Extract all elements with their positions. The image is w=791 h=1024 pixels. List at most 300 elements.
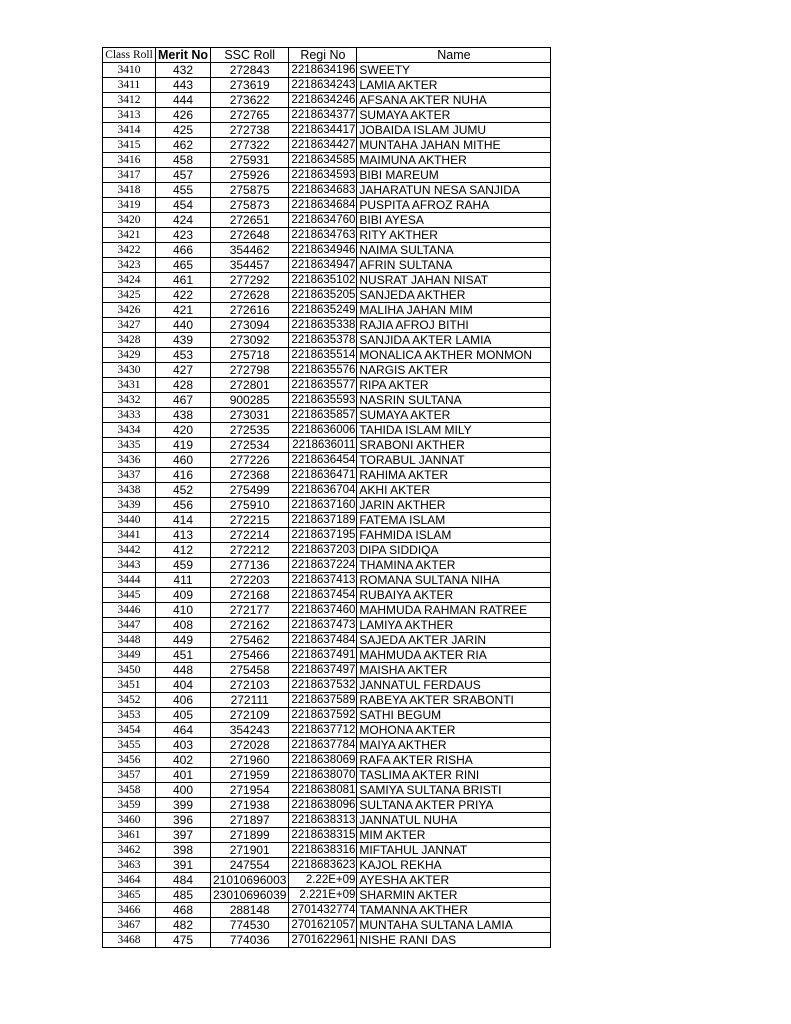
class-roll-cell: 3425 <box>103 288 156 303</box>
class-roll-cell: 3450 <box>103 663 156 678</box>
ssc-roll-cell: 23010696039 <box>211 888 289 903</box>
name-cell: MAISHA AKTER <box>357 663 551 678</box>
class-roll-cell: 3455 <box>103 738 156 753</box>
class-roll-cell: 3415 <box>103 138 156 153</box>
regi-no-cell: 2218634593 <box>289 168 357 183</box>
table-row <box>103 573 551 588</box>
table-row <box>103 513 551 528</box>
name-cell: JOBAIDA ISLAM JUMU <box>357 123 551 138</box>
class-roll-cell: 3432 <box>103 393 156 408</box>
regi-no-cell: 2218638315 <box>289 828 357 843</box>
regi-no-cell: 2218636454 <box>289 453 357 468</box>
ssc-roll-cell: 273619 <box>211 78 289 93</box>
merit-no-cell: 451 <box>156 648 211 663</box>
regi-no-cell: 2218634760 <box>289 213 357 228</box>
table-row <box>103 363 551 378</box>
class-roll-cell: 3461 <box>103 828 156 843</box>
ssc-roll-cell: 272214 <box>211 528 289 543</box>
table-row <box>103 903 551 918</box>
table-row <box>103 873 551 888</box>
table-row <box>103 753 551 768</box>
class-roll-cell: 3456 <box>103 753 156 768</box>
class-roll-cell: 3447 <box>103 618 156 633</box>
table-row <box>103 333 551 348</box>
ssc-roll-cell: 272648 <box>211 228 289 243</box>
table-row <box>103 708 551 723</box>
regi-no-cell: 2218634683 <box>289 183 357 198</box>
class-roll-cell: 3463 <box>103 858 156 873</box>
class-roll-cell: 3458 <box>103 783 156 798</box>
merit-no-cell: 444 <box>156 93 211 108</box>
ssc-roll-cell: 272616 <box>211 303 289 318</box>
regi-no-cell: 2218638316 <box>289 843 357 858</box>
regi-no-cell: 2218635576 <box>289 363 357 378</box>
table-row <box>103 783 551 798</box>
class-roll-cell: 3410 <box>103 63 156 78</box>
table-row <box>103 723 551 738</box>
class-roll-cell: 3468 <box>103 933 156 948</box>
class-roll-cell: 3449 <box>103 648 156 663</box>
table-row <box>103 498 551 513</box>
merit-no-cell: 420 <box>156 423 211 438</box>
merit-no-cell: 413 <box>156 528 211 543</box>
table-row <box>103 108 551 123</box>
ssc-roll-cell: 273094 <box>211 318 289 333</box>
class-roll-cell: 3426 <box>103 303 156 318</box>
class-roll-cell: 3439 <box>103 498 156 513</box>
class-roll-cell: 3451 <box>103 678 156 693</box>
name-cell: JARIN AKTHER <box>357 498 551 513</box>
table-row <box>103 843 551 858</box>
ssc-roll-cell: 277292 <box>211 273 289 288</box>
name-cell: LAMIA AKTER <box>357 78 551 93</box>
regi-no-cell: 2218635205 <box>289 288 357 303</box>
regi-no-cell: 2218637189 <box>289 513 357 528</box>
class-roll-cell: 3446 <box>103 603 156 618</box>
merit-no-cell: 449 <box>156 633 211 648</box>
table-row <box>103 588 551 603</box>
regi-no-header: Regi No <box>289 48 357 63</box>
regi-no-cell: 2218637454 <box>289 588 357 603</box>
merit-no-cell: 397 <box>156 828 211 843</box>
merit-no-cell: 438 <box>156 408 211 423</box>
class-roll-cell: 3422 <box>103 243 156 258</box>
table-row <box>103 378 551 393</box>
class-roll-cell: 3435 <box>103 438 156 453</box>
name-cell: MALIHA JAHAN MIM <box>357 303 551 318</box>
table-row <box>103 198 551 213</box>
ssc-roll-cell: 277226 <box>211 453 289 468</box>
name-cell: SULTANA AKTER PRIYA <box>357 798 551 813</box>
name-cell: MOHONA AKTER <box>357 723 551 738</box>
ssc-roll-cell: 273092 <box>211 333 289 348</box>
ssc-roll-cell: 272028 <box>211 738 289 753</box>
class-roll-header: Class Roll <box>103 48 156 63</box>
name-cell: TAHIDA ISLAM MILY <box>357 423 551 438</box>
table-row <box>103 288 551 303</box>
merit-no-header: Merit No <box>156 48 211 63</box>
name-cell: AFRIN SULTANA <box>357 258 551 273</box>
class-roll-cell: 3423 <box>103 258 156 273</box>
name-cell: MIM AKTER <box>357 828 551 843</box>
regi-no-cell: 2218637589 <box>289 693 357 708</box>
class-roll-cell: 3416 <box>103 153 156 168</box>
regi-no-cell: 2701621057 <box>289 918 357 933</box>
name-cell: RABEYA AKTER SRABONTI <box>357 693 551 708</box>
ssc-roll-cell: 275499 <box>211 483 289 498</box>
name-cell: NUSRAT JAHAN NISAT <box>357 273 551 288</box>
regi-no-cell: 2218637532 <box>289 678 357 693</box>
table-row <box>103 468 551 483</box>
merit-no-cell: 468 <box>156 903 211 918</box>
class-roll-cell: 3437 <box>103 468 156 483</box>
name-cell: MAIYA AKTHER <box>357 738 551 753</box>
merit-no-cell: 443 <box>156 78 211 93</box>
merit-no-cell: 454 <box>156 198 211 213</box>
ssc-roll-cell: 272168 <box>211 588 289 603</box>
merit-no-cell: 422 <box>156 288 211 303</box>
table-row <box>103 348 551 363</box>
ssc-roll-cell: 272738 <box>211 123 289 138</box>
class-roll-cell: 3419 <box>103 198 156 213</box>
merit-no-cell: 427 <box>156 363 211 378</box>
ssc-roll-cell: 271954 <box>211 783 289 798</box>
name-cell: SHARMIN AKTER <box>357 888 551 903</box>
ssc-roll-cell: 271899 <box>211 828 289 843</box>
name-cell: RAJIA AFROJ BITHI <box>357 318 551 333</box>
name-cell: TORABUL JANNAT <box>357 453 551 468</box>
name-cell: ROMANA SULTANA NIHA <box>357 573 551 588</box>
class-roll-cell: 3421 <box>103 228 156 243</box>
merit-no-cell: 458 <box>156 153 211 168</box>
merit-no-cell: 419 <box>156 438 211 453</box>
name-cell: LAMIYA AKTHER <box>357 618 551 633</box>
merit-no-cell: 404 <box>156 678 211 693</box>
name-cell: BIBI AYESA <box>357 213 551 228</box>
name-cell: AKHI AKTER <box>357 483 551 498</box>
table-row <box>103 648 551 663</box>
class-roll-cell: 3459 <box>103 798 156 813</box>
class-roll-cell: 3427 <box>103 318 156 333</box>
ssc-roll-cell: 272111 <box>211 693 289 708</box>
table-row <box>103 483 551 498</box>
ssc-roll-cell: 275466 <box>211 648 289 663</box>
regi-no-cell: 2218635593 <box>289 393 357 408</box>
class-roll-cell: 3462 <box>103 843 156 858</box>
merit-no-cell: 416 <box>156 468 211 483</box>
class-roll-cell: 3453 <box>103 708 156 723</box>
merit-no-cell: 406 <box>156 693 211 708</box>
merit-no-cell: 455 <box>156 183 211 198</box>
name-cell: NASRIN SULTANA <box>357 393 551 408</box>
table-row <box>103 243 551 258</box>
class-roll-cell: 3445 <box>103 588 156 603</box>
regi-no-cell: 2218637484 <box>289 633 357 648</box>
class-roll-cell: 3428 <box>103 333 156 348</box>
table-row <box>103 93 551 108</box>
merit-no-cell: 439 <box>156 333 211 348</box>
class-roll-cell: 3431 <box>103 378 156 393</box>
name-cell: JANNATUL FERDAUS <box>357 678 551 693</box>
student-list-table <box>102 47 551 948</box>
class-roll-cell: 3464 <box>103 873 156 888</box>
class-roll-cell: 3465 <box>103 888 156 903</box>
regi-no-cell: 2218636704 <box>289 483 357 498</box>
regi-no-cell: 2218637460 <box>289 603 357 618</box>
table-row <box>103 618 551 633</box>
regi-no-cell: 2218634246 <box>289 93 357 108</box>
table-row <box>103 828 551 843</box>
regi-no-cell: 2218634946 <box>289 243 357 258</box>
regi-no-cell: 2218637203 <box>289 543 357 558</box>
class-roll-cell: 3433 <box>103 408 156 423</box>
name-cell: SWEETY <box>357 63 551 78</box>
merit-no-cell: 405 <box>156 708 211 723</box>
regi-no-cell: 2218637413 <box>289 573 357 588</box>
table-row <box>103 678 551 693</box>
regi-no-cell: 2218634684 <box>289 198 357 213</box>
merit-no-cell: 400 <box>156 783 211 798</box>
regi-no-cell: 2218637195 <box>289 528 357 543</box>
merit-no-cell: 412 <box>156 543 211 558</box>
regi-no-cell: 2218634763 <box>289 228 357 243</box>
table-row <box>103 138 551 153</box>
ssc-roll-cell: 272535 <box>211 423 289 438</box>
class-roll-cell: 3413 <box>103 108 156 123</box>
name-cell: SANJEDA AKTHER <box>357 288 551 303</box>
table-row <box>103 813 551 828</box>
name-cell: AYESHA AKTER <box>357 873 551 888</box>
merit-no-cell: 398 <box>156 843 211 858</box>
regi-no-cell: 2218634427 <box>289 138 357 153</box>
ssc-roll-cell: 272843 <box>211 63 289 78</box>
ssc-roll-cell: 273622 <box>211 93 289 108</box>
table-row <box>103 693 551 708</box>
merit-no-cell: 466 <box>156 243 211 258</box>
regi-no-cell: 2218683623 <box>289 858 357 873</box>
merit-no-cell: 423 <box>156 228 211 243</box>
ssc-roll-cell: 275462 <box>211 633 289 648</box>
ssc-roll-cell: 272103 <box>211 678 289 693</box>
regi-no-cell: 2218635857 <box>289 408 357 423</box>
table-row <box>103 153 551 168</box>
ssc-roll-cell: 275718 <box>211 348 289 363</box>
regi-no-cell: 2218635102 <box>289 273 357 288</box>
regi-no-cell: 2218635378 <box>289 333 357 348</box>
merit-no-cell: 452 <box>156 483 211 498</box>
ssc-roll-cell: 275875 <box>211 183 289 198</box>
merit-no-cell: 462 <box>156 138 211 153</box>
regi-no-cell: 2218637491 <box>289 648 357 663</box>
ssc-roll-cell: 271901 <box>211 843 289 858</box>
merit-no-cell: 411 <box>156 573 211 588</box>
table-row <box>103 318 551 333</box>
class-roll-cell: 3438 <box>103 483 156 498</box>
name-cell: SRABONI AKTHER <box>357 438 551 453</box>
name-cell: MUNTAHA SULTANA LAMIA <box>357 918 551 933</box>
ssc-roll-cell: 354457 <box>211 258 289 273</box>
name-cell: MIFTAHUL JANNAT <box>357 843 551 858</box>
ssc-roll-cell: 272798 <box>211 363 289 378</box>
ssc-roll-cell: 774036 <box>211 933 289 948</box>
regi-no-cell: 2218637712 <box>289 723 357 738</box>
ssc-roll-cell: 275873 <box>211 198 289 213</box>
class-roll-cell: 3434 <box>103 423 156 438</box>
ssc-roll-cell: 900285 <box>211 393 289 408</box>
ssc-roll-cell: 271959 <box>211 768 289 783</box>
name-cell: MAHMUDA RAHMAN RATREE <box>357 603 551 618</box>
ssc-roll-cell: 272212 <box>211 543 289 558</box>
class-roll-cell: 3424 <box>103 273 156 288</box>
regi-no-cell: 2218637473 <box>289 618 357 633</box>
name-cell: PUSPITA AFROZ RAHA <box>357 198 551 213</box>
ssc-roll-cell: 277136 <box>211 558 289 573</box>
name-cell: RIPA AKTER <box>357 378 551 393</box>
merit-no-cell: 461 <box>156 273 211 288</box>
table-row <box>103 273 551 288</box>
class-roll-cell: 3444 <box>103 573 156 588</box>
merit-no-cell: 467 <box>156 393 211 408</box>
regi-no-cell: 2218638313 <box>289 813 357 828</box>
class-roll-cell: 3436 <box>103 453 156 468</box>
ssc-roll-cell: 271960 <box>211 753 289 768</box>
ssc-roll-cell: 275910 <box>211 498 289 513</box>
name-cell: SATHI BEGUM <box>357 708 551 723</box>
merit-no-cell: 402 <box>156 753 211 768</box>
ssc-roll-cell: 774530 <box>211 918 289 933</box>
name-cell: NISHE RANI DAS <box>357 933 551 948</box>
merit-no-cell: 484 <box>156 873 211 888</box>
class-roll-cell: 3452 <box>103 693 156 708</box>
class-roll-cell: 3414 <box>103 123 156 138</box>
name-cell: DIPA SIDDIQA <box>357 543 551 558</box>
regi-no-cell: 2218634417 <box>289 123 357 138</box>
name-cell: NAIMA SULTANA <box>357 243 551 258</box>
merit-no-cell: 426 <box>156 108 211 123</box>
table-row <box>103 123 551 138</box>
name-cell: RAHIMA AKTER <box>357 468 551 483</box>
table-row <box>103 393 551 408</box>
class-roll-cell: 3448 <box>103 633 156 648</box>
regi-no-cell: 2218635577 <box>289 378 357 393</box>
merit-no-cell: 401 <box>156 768 211 783</box>
ssc-roll-cell: 277322 <box>211 138 289 153</box>
merit-no-cell: 408 <box>156 618 211 633</box>
name-cell: SUMAYA AKTER <box>357 408 551 423</box>
table-row <box>103 528 551 543</box>
merit-no-cell: 414 <box>156 513 211 528</box>
name-cell: TASLIMA AKTER RINI <box>357 768 551 783</box>
table-row <box>103 918 551 933</box>
name-cell: MAHMUDA AKTER RIA <box>357 648 551 663</box>
regi-no-cell: 2218638070 <box>289 768 357 783</box>
table-row <box>103 453 551 468</box>
table-row <box>103 423 551 438</box>
class-roll-cell: 3457 <box>103 768 156 783</box>
name-cell: MONALICA AKTHER MONMON <box>357 348 551 363</box>
table-row <box>103 438 551 453</box>
regi-no-cell: 2218638069 <box>289 753 357 768</box>
name-cell: FAHMIDA ISLAM <box>357 528 551 543</box>
ssc-roll-cell: 275926 <box>211 168 289 183</box>
class-roll-cell: 3441 <box>103 528 156 543</box>
table-row <box>103 858 551 873</box>
name-cell: MUNTAHA JAHAN MITHE <box>357 138 551 153</box>
ssc-roll-cell: 272628 <box>211 288 289 303</box>
merit-no-cell: 432 <box>156 63 211 78</box>
merit-no-cell: 485 <box>156 888 211 903</box>
table-row <box>103 798 551 813</box>
regi-no-cell: 2.221E+09 <box>289 888 357 903</box>
table-row <box>103 933 551 948</box>
regi-no-cell: 2218635338 <box>289 318 357 333</box>
name-cell: NARGIS AKTER <box>357 363 551 378</box>
regi-no-cell: 2218634196 <box>289 63 357 78</box>
merit-no-cell: 396 <box>156 813 211 828</box>
name-cell: TAMANNA AKTHER <box>357 903 551 918</box>
name-cell: SUMAYA AKTER <box>357 108 551 123</box>
name-cell: SANJIDA AKTER LAMIA <box>357 333 551 348</box>
merit-no-cell: 482 <box>156 918 211 933</box>
name-cell: RAFA AKTER RISHA <box>357 753 551 768</box>
ssc-roll-cell: 272177 <box>211 603 289 618</box>
ssc-roll-cell: 272534 <box>211 438 289 453</box>
name-cell: JAHARATUN NESA SANJIDA <box>357 183 551 198</box>
merit-no-cell: 465 <box>156 258 211 273</box>
class-roll-cell: 3443 <box>103 558 156 573</box>
table-row <box>103 303 551 318</box>
regi-no-cell: 2.22E+09 <box>289 873 357 888</box>
merit-no-cell: 460 <box>156 453 211 468</box>
merit-no-cell: 457 <box>156 168 211 183</box>
merit-no-cell: 456 <box>156 498 211 513</box>
regi-no-cell: 2218637497 <box>289 663 357 678</box>
class-roll-cell: 3412 <box>103 93 156 108</box>
class-roll-cell: 3442 <box>103 543 156 558</box>
name-cell: THAMINA AKTER <box>357 558 551 573</box>
regi-no-cell: 2218634947 <box>289 258 357 273</box>
name-cell: RITY AKTHER <box>357 228 551 243</box>
class-roll-cell: 3467 <box>103 918 156 933</box>
ssc-roll-cell: 272765 <box>211 108 289 123</box>
regi-no-cell: 2218635249 <box>289 303 357 318</box>
class-roll-cell: 3429 <box>103 348 156 363</box>
table-row <box>103 633 551 648</box>
header-row <box>103 48 551 63</box>
table-row <box>103 63 551 78</box>
table-row <box>103 183 551 198</box>
ssc-roll-cell: 272162 <box>211 618 289 633</box>
ssc-roll-cell: 272651 <box>211 213 289 228</box>
ssc-roll-cell: 272215 <box>211 513 289 528</box>
table-row <box>103 603 551 618</box>
ssc-roll-cell: 271938 <box>211 798 289 813</box>
table-row <box>103 663 551 678</box>
name-cell: SAJEDA AKTER JARIN <box>357 633 551 648</box>
name-cell: RUBAIYA AKTER <box>357 588 551 603</box>
regi-no-cell: 2218636011 <box>289 438 357 453</box>
merit-no-cell: 464 <box>156 723 211 738</box>
regi-no-cell: 2701622961 <box>289 933 357 948</box>
ssc-roll-header: SSC Roll <box>211 48 289 63</box>
regi-no-cell: 2218636006 <box>289 423 357 438</box>
name-cell: MAIMUNA AKTHER <box>357 153 551 168</box>
name-cell: AFSANA AKTER NUHA <box>357 93 551 108</box>
table-row <box>103 543 551 558</box>
regi-no-cell: 2218634243 <box>289 78 357 93</box>
ssc-roll-cell: 272801 <box>211 378 289 393</box>
table-row <box>103 738 551 753</box>
